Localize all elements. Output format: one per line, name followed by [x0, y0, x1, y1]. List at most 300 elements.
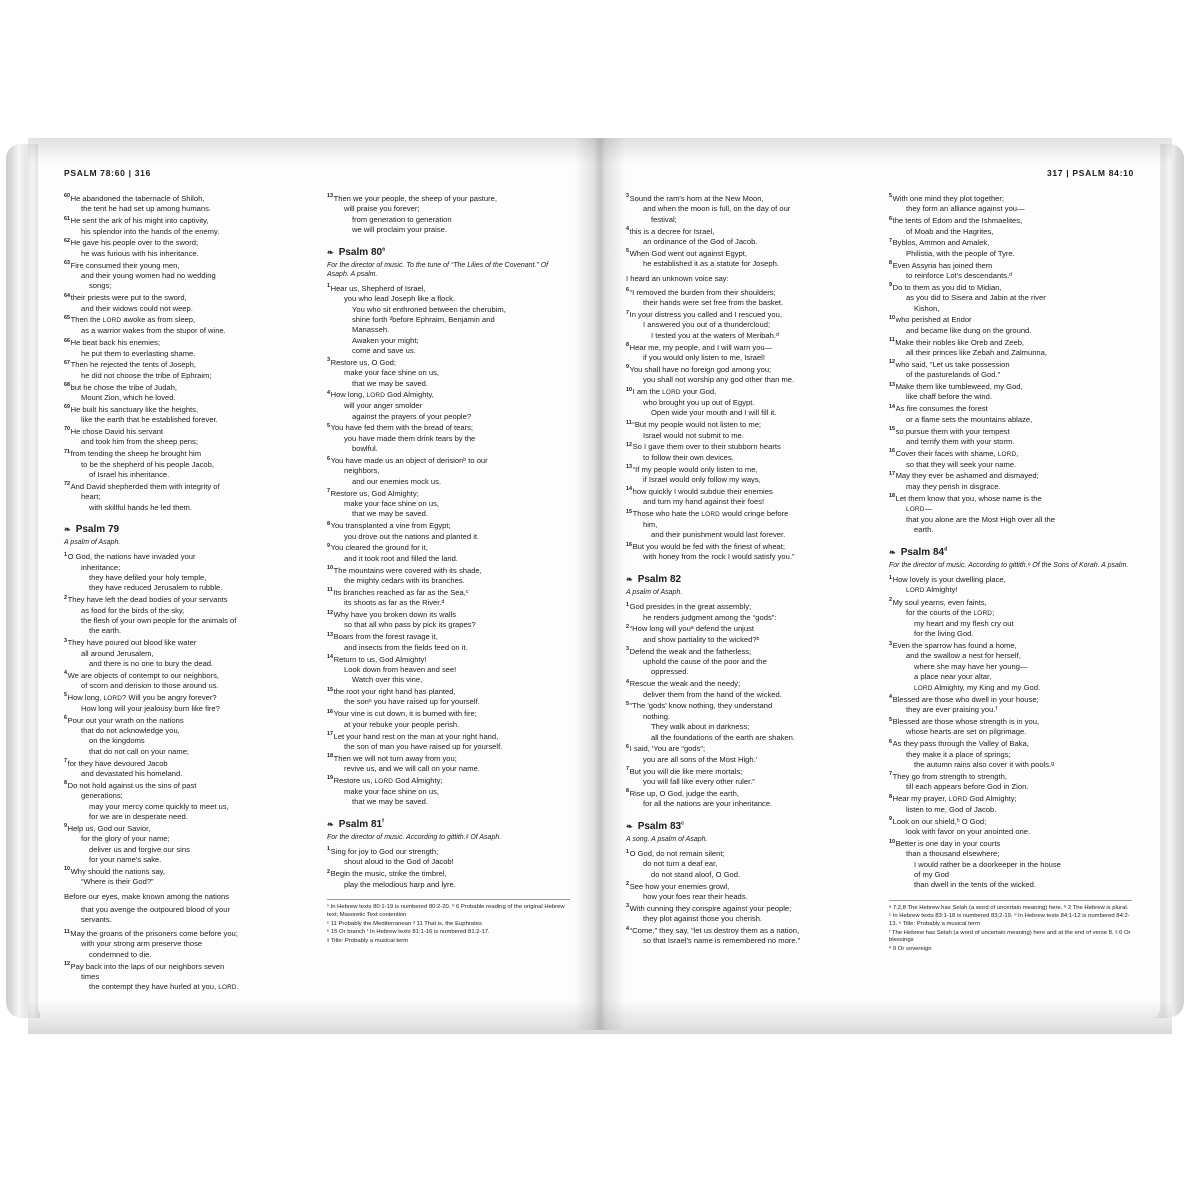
verse-first-line: $^{14}$Return to us, God Almighty!	[327, 654, 427, 664]
verse-number: 67	[64, 359, 70, 366]
verse	[64, 638, 307, 669]
verse-first-line: $^{12}$So I gave them over to their stubborn hearts	[626, 441, 781, 452]
fleuron-icon: ❧	[626, 575, 633, 585]
verse	[327, 655, 570, 686]
verse-line: and it took root and filled the land.	[344, 553, 458, 563]
verse-line: uphold the cause of the poor and the	[643, 657, 767, 667]
verse-first-line: $^{13}$Then we your people, the sheep of your pasture,	[327, 193, 497, 203]
text-line: I heard an unknown voice say:	[626, 274, 729, 284]
footnote-item: ʰ 9 Or sovereign	[889, 945, 932, 952]
verse-line: do not stand aloof, O God.	[651, 869, 741, 879]
verse-first-line: $^6$Pour out your wrath on the nations	[64, 715, 184, 725]
verse-line: you shall not worship any god other than me.	[643, 375, 795, 385]
verse-number: 5	[64, 692, 67, 699]
verse-first-line: $^9$You shall have no foreign god among you;	[626, 364, 772, 374]
column-right-2	[889, 194, 1132, 994]
verse-line: where she may have her young—	[914, 661, 1028, 671]
verse-line: and our enemies mock us.	[352, 476, 442, 486]
psalm-heading	[327, 246, 570, 259]
verse-line: the autumn rains also cover it with pools.ᵍ	[914, 760, 1055, 770]
verse-first-line: $^{66}$He beat back his enemies;	[64, 337, 161, 348]
verse-number: 19	[327, 775, 333, 782]
verse	[889, 338, 1132, 358]
verse	[64, 867, 307, 887]
footnote-item: ¹ In Hebrew texts 80:1-19 is numbered 80:2-20. ᵇ 6 Probable reading of the original Hebrew text; Masoretic Text contention	[327, 904, 565, 919]
verse-number: 10	[889, 314, 895, 321]
verse	[889, 382, 1132, 402]
verse-line: for all the nations are your inheritance.	[643, 799, 773, 809]
verse	[626, 465, 869, 485]
verse-number: 62	[64, 237, 70, 244]
fleuron-icon: ❧	[889, 548, 896, 558]
psalm-heading	[889, 546, 1132, 559]
verse-first-line: $^{63}$Fire consumed their young men,	[64, 260, 180, 270]
verse	[626, 343, 869, 363]
verse-number: 3	[626, 646, 629, 653]
verse	[626, 744, 869, 764]
verse-first-line: $^{13}$Make them like tumbleweed, my God,	[889, 381, 1023, 392]
text-line: Before our eyes, make known among the nations	[64, 891, 230, 901]
verse-line: “Where is their God?”	[81, 877, 154, 887]
verse-line: Kishon,	[914, 303, 940, 313]
psalm-heading-label: Psalm 81$^f$	[338, 818, 384, 831]
verse-line: for we are in desperate need.	[89, 811, 188, 821]
verse-first-line: $^{16}$Cover their faces with shame, LORD,	[889, 448, 1019, 458]
verse-number: 13	[327, 631, 333, 638]
verse-line: You who sit enthroned between the cherubim,	[352, 304, 506, 314]
verse-line: you are all sons of the Most High.'	[643, 754, 758, 764]
verse-first-line: $^{14}$As fire consumes the forest	[889, 403, 988, 414]
verse	[626, 542, 869, 562]
column-left-2	[327, 194, 570, 994]
verse	[626, 310, 869, 341]
verse-number: 63	[64, 260, 70, 267]
verse-first-line: $^4$Blessed are those who dwell in your house;	[889, 694, 1039, 704]
verse-first-line: $^{12}$Why have you broken down its walls	[327, 609, 456, 620]
verse-number: 12	[626, 441, 632, 448]
verse	[889, 404, 1132, 424]
verse-number: 1	[327, 283, 330, 290]
verse	[64, 315, 307, 336]
verse	[889, 261, 1132, 281]
verse	[64, 216, 307, 236]
verse-line: if you would only listen to me, Israel!	[643, 353, 765, 363]
verse-line: so that all who pass by pick its grapes?	[344, 620, 476, 630]
verse-line: he established it as a statute for Joseph.	[643, 259, 779, 269]
verse-line: to reinforce Lot's descendants.ᵈ	[906, 271, 1013, 281]
verse-line: LORD Almighty, my King and my God.	[914, 682, 1041, 692]
verse-number: 13	[327, 193, 333, 200]
verse-line: I would rather be a doorkeeper in the house	[914, 859, 1061, 869]
verse-number: 7	[889, 237, 892, 244]
verse-number: 1	[889, 574, 892, 581]
verse-first-line: $^7$Restore us, God Almighty;	[327, 488, 419, 498]
verse-line: of Moab and the Hagrites,	[906, 226, 994, 236]
verse-first-line: $^1$God presides in the great assembly;	[626, 601, 752, 612]
verse	[327, 390, 570, 421]
prose-block	[626, 274, 869, 284]
verse-line: come and save us.	[352, 346, 416, 355]
verse-number: 6	[64, 715, 67, 722]
footnote-item: ᵍ Title: Probably a musical term	[327, 937, 409, 944]
verse-line: Awaken your might;	[352, 335, 419, 345]
verse-first-line: $^6$the tents of Edom and the Ishmaelites,	[889, 215, 1023, 226]
fleuron-icon: ❧	[64, 525, 71, 535]
verse-first-line: $^{10}$who perished at Endor	[889, 314, 972, 325]
verse-line: and became like dung on the ground.	[906, 325, 1032, 335]
verse-first-line: $^6$As they pass through the Valley of Baka,	[889, 738, 1029, 749]
verse-first-line: $^{11}$Its branches reached as far as the Sea,ᶜ	[327, 587, 469, 597]
verse	[64, 261, 307, 292]
verse-first-line: $^{15}$so pursue them with your tempest	[889, 426, 1010, 436]
verse-line: and show partiality to the wicked?ᵇ	[643, 634, 760, 644]
verse-number: 16	[327, 708, 333, 715]
running-head-left: PSALM 78:60 | 316	[64, 168, 152, 178]
verse-line: whose hearts are set on pilgrimage.	[906, 727, 1027, 737]
verse-first-line: $^7$They go from strength to strength,	[889, 771, 1007, 781]
verse-line: with your strong arm preserve those	[81, 939, 203, 949]
verse	[889, 772, 1132, 792]
verse	[626, 249, 869, 269]
verse	[64, 595, 307, 636]
verse-line: for your name's sake.	[89, 854, 162, 864]
verse-number: 12	[64, 961, 70, 968]
prose-block	[64, 892, 307, 925]
fleuron-icon: ❧	[327, 820, 334, 830]
verse-line: you will fall like every other ruler.”	[643, 777, 755, 786]
verse-first-line: $^1$O God, the nations have invaded your	[64, 551, 196, 562]
verse-line: do not turn a deaf ear,	[643, 859, 718, 869]
verse-number: 9	[626, 364, 629, 371]
verse	[626, 767, 869, 787]
verse-first-line: $^1$O God, do not remain silent;	[626, 848, 725, 859]
verse-number: 5	[889, 193, 892, 200]
verse-number: 7	[64, 758, 67, 765]
verse	[889, 216, 1132, 236]
verse-first-line: $^9$Look on our shield,ʰ O God;	[889, 816, 987, 826]
verse-line: how your foes rear their heads.	[643, 891, 748, 901]
verse-number: 3	[64, 637, 67, 644]
verse-number: 14	[327, 654, 333, 660]
verse	[327, 687, 570, 707]
psalm-superscription: A psalm of Asaph.	[64, 539, 121, 547]
verse-number: 5	[626, 700, 629, 707]
psalm-heading-label: Psalm 83$^c$	[637, 820, 684, 833]
psalm-heading	[327, 818, 570, 831]
verse-number: 60	[64, 193, 70, 200]
verse-number: 4	[626, 678, 629, 685]
verse-line: that you alone are the Most High over all the	[906, 514, 1056, 524]
verse-line: and there is no one to bury the dead.	[89, 658, 214, 668]
verse-line: oppressed.	[651, 667, 689, 677]
verse-first-line: $^7$In your distress you called and I rescued you,	[626, 309, 782, 320]
verse	[626, 227, 869, 247]
verse-line: Israel would not submit to me.	[643, 430, 744, 440]
verse-number: 8	[327, 520, 330, 527]
verse-line: and devastated his homeland.	[81, 769, 183, 778]
verse-first-line: $^{60}$He abandoned the tabernacle of Shiloh,	[64, 193, 205, 203]
verse-first-line: $^6$“I removed the burden from their shoulders;	[626, 287, 776, 297]
verse-line: nothing.	[643, 711, 671, 721]
verse-number: 15	[626, 508, 632, 515]
verse-line: all their princes like Zebah and Zalmunna,	[906, 348, 1047, 358]
verse-first-line: $^8$Rise up, O God, judge the earth,	[626, 788, 739, 798]
verse	[64, 449, 307, 480]
verse	[626, 849, 869, 880]
verse	[626, 647, 869, 678]
verse-line: I tested you at the waters of Meribah.ᵈ	[651, 330, 779, 340]
verse	[626, 904, 869, 924]
verse	[64, 194, 307, 214]
verse	[64, 693, 307, 714]
verse-line: times	[81, 971, 100, 981]
psalm-heading-label: Psalm 82	[637, 574, 682, 586]
verse	[889, 695, 1132, 715]
verse-first-line: $^1$How lovely is your dwelling place,	[889, 574, 1006, 585]
verse	[889, 739, 1132, 770]
verse-number: 11	[327, 587, 333, 594]
verse-line: may your mercy come quickly to meet us,	[89, 801, 229, 811]
verse-line: like chaff before the wind.	[906, 392, 992, 402]
verse-number: 8	[626, 788, 629, 795]
verse-line: They walk about in darkness;	[651, 722, 750, 732]
psalm-heading-label: Psalm 80$^a$	[338, 246, 385, 258]
verse-first-line: $^7$Byblos, Ammon and Amalek,	[889, 237, 990, 248]
verse-number: 70	[64, 426, 70, 433]
verse	[327, 869, 570, 889]
verse-number: 2	[626, 881, 629, 888]
psalm-superscription: A psalm of Asaph.	[626, 589, 683, 597]
verse-number: 10	[626, 386, 632, 393]
verse-line: to be the shepherd of his people Jacob,	[81, 459, 214, 469]
verse-first-line: $^{70}$He chose David his servant	[64, 426, 164, 437]
verse	[889, 817, 1132, 837]
verse-number: 7	[889, 771, 892, 778]
verse	[626, 387, 869, 418]
verse-line: that we may be saved.	[352, 797, 428, 807]
psalm-superscription: A song. A psalm of Asaph.	[626, 836, 708, 844]
verse	[889, 471, 1132, 491]
verse-line: of my God	[914, 870, 950, 880]
verse	[64, 781, 307, 822]
verse-line: its shoots as far as the River.ᵈ	[344, 598, 445, 608]
verse	[626, 509, 869, 540]
verse-first-line: $^6$I said, 'You are “gods”;	[626, 743, 706, 754]
verse-number: 6	[889, 215, 892, 222]
verse-first-line: $^{16}$But you would be fed with the finest of wheat;	[626, 541, 785, 552]
verse-number: 13	[626, 464, 632, 471]
verse-number: 8	[626, 342, 629, 349]
footnotes	[889, 900, 1132, 953]
verse-line: like the earth that he established forever.	[81, 415, 218, 425]
verse-line: he was furious with his inheritance.	[81, 248, 199, 258]
verse-first-line: $^{11}$“But my people would not listen to me;	[626, 419, 762, 430]
verse-number: 4	[626, 925, 629, 932]
verse-number: 3	[626, 903, 629, 910]
verse-line: to follow their own devices.	[643, 452, 734, 462]
verse-first-line: $^1$Sing for joy to God our strength;	[327, 846, 439, 856]
verse	[327, 709, 570, 729]
verse-line: and when the moon is full, on the day of our	[643, 204, 791, 214]
verse-line: may they perish in disgrace.	[906, 481, 1001, 491]
verse	[64, 716, 307, 757]
verse-number: 1	[626, 848, 629, 855]
verse-first-line: $^{18}$Let them know that you, whose name is the	[889, 493, 1042, 503]
verse	[626, 487, 869, 507]
verse-line: Watch over this vine,	[352, 675, 423, 685]
verse-number: 18	[889, 493, 895, 500]
verse	[889, 360, 1132, 380]
verse-first-line: $^{68}$but he chose the tribe of Judah,	[64, 382, 177, 392]
verse-first-line: $^2$They have left the dead bodies of your servants	[64, 594, 228, 605]
verse-number: 10	[889, 838, 895, 845]
verse-line: Manasseh.	[352, 325, 390, 335]
verse-number: 10	[327, 565, 333, 572]
verse-line: at your rebuke your people perish.	[344, 719, 460, 729]
verse-number: 17	[327, 731, 333, 738]
verse-first-line: $^4$this is a decree for Israel,	[626, 226, 715, 236]
verse	[64, 759, 307, 779]
verse-first-line: $^{12}$who said, “Let us take possession	[889, 359, 1010, 369]
verse-line: my heart and my flesh cry out	[914, 618, 1014, 628]
verse-first-line: $^{13}$“If my people would only listen to me,	[626, 464, 758, 474]
text-line: servants.	[81, 915, 112, 925]
verse-first-line: $^4$Rescue the weak and the needy;	[626, 678, 741, 689]
verse-line: neighbors,	[344, 466, 380, 476]
verse	[327, 566, 570, 586]
verse-line: and terrify them with your storm.	[906, 436, 1015, 446]
verse	[327, 732, 570, 752]
verse-line: that do not call on your name;	[89, 746, 190, 756]
verse	[64, 962, 307, 993]
verse-first-line: $^{69}$He built his sanctuary like the heights,	[64, 404, 199, 414]
verse	[64, 405, 307, 425]
verse-first-line: $^{11}$May the groans of the prisoners come before you;	[64, 928, 238, 939]
footnote-item: ᶠ The Hebrew has Selah (a word of uncertain meaning) here and at the end of verse 8. ᵍ 6 Or blessings	[889, 929, 1131, 944]
verse-line: so that Israel's name is remembered no more.”	[643, 936, 801, 946]
verse-number: 6	[327, 455, 330, 462]
verse-line: the sonᵉ you have raised up for yourself.	[344, 697, 480, 707]
verse-line: and insects from the fields feed on it.	[344, 642, 468, 652]
verse-line: as a warrior wakes from the stupor of wine.	[81, 326, 226, 336]
verse-number: 5	[626, 248, 629, 255]
verse-number: 7	[327, 488, 330, 495]
verse-line: I answered you out of a thundercloud;	[643, 320, 771, 330]
verse-line: the son of man you have raised up for yourself.	[344, 741, 503, 751]
verse-first-line: $^8$Even Assyria has joined them	[889, 260, 993, 270]
verse	[64, 552, 307, 593]
verse	[64, 338, 307, 358]
verse-first-line: $^{72}$And David shepherded them with integrity of	[64, 481, 220, 491]
verse-number: 18	[327, 753, 333, 760]
verse-first-line: $^1$Hear us, Shepherd of Israel,	[327, 283, 426, 293]
verse-number: 2	[327, 868, 330, 875]
verse-line: of scorn and derision to those around us.	[81, 681, 219, 691]
verse-line: make your face shine on us,	[344, 499, 439, 508]
verse-line: of the pasturelands of God.”	[906, 370, 1001, 380]
fleuron-icon: ❧	[626, 822, 633, 832]
verse-line: generations;	[81, 791, 123, 801]
verse-first-line: $^2$My soul yearns, even faints,	[889, 597, 987, 607]
verse-line: Mount Zion, which he loved.	[81, 392, 176, 402]
footnote-item: ᵉ 15 Or branch ᶠ In Hebrew texts 81:1-16 is numbered 81:2-17.	[327, 929, 490, 936]
verse-first-line: $^5$When God went out against Egypt,	[626, 248, 747, 258]
verse-number: 14	[626, 486, 632, 493]
verse-first-line: $^5$With one mind they plot together;	[889, 193, 1005, 203]
verse	[889, 494, 1132, 535]
verse-first-line: $^{61}$He sent the ark of his might into captivity,	[64, 215, 209, 226]
verse-first-line: $^8$Hear my prayer, LORD God Almighty;	[889, 793, 1017, 804]
verse-line: listen to me, God of Jacob.	[906, 804, 997, 814]
verse-first-line: $^{64}$their priests were put to the sword,	[64, 292, 187, 303]
verse-line: he renders judgment among the “gods”:	[643, 612, 777, 622]
page-edge-left	[6, 144, 40, 1018]
verse-line: make your face shine on us,	[344, 368, 439, 378]
verse-number: 8	[889, 793, 892, 800]
verse	[626, 789, 869, 809]
verse-number: 71	[64, 448, 70, 455]
verse	[889, 427, 1132, 447]
verse-first-line: $^{11}$Make their nobles like Oreb and Zeeb,	[889, 337, 1025, 347]
verse	[64, 383, 307, 403]
verse	[327, 284, 570, 356]
verse-line: they form an alliance against you—	[906, 204, 1025, 214]
footnote-item: ᶜ 11 Probably the Mediterranean ᵈ 11 That is, the Euphrates	[327, 920, 482, 927]
verse-number: 3	[626, 193, 629, 200]
verse-line: for the glory of your name;	[81, 834, 170, 844]
verse-number: 13	[889, 381, 895, 388]
column-right-1	[626, 194, 869, 994]
verse-number: 6	[626, 743, 629, 750]
verse-number: 3	[327, 357, 330, 364]
verse-number: 5	[889, 716, 892, 723]
verse-first-line: $^{12}$Pay back into the laps of our neighbors seven	[64, 961, 225, 971]
verse	[889, 794, 1132, 815]
verse-line: you drove out the nations and planted it.	[344, 531, 480, 541]
verse	[626, 420, 869, 440]
verse-line: songs;	[89, 281, 112, 291]
verse	[327, 489, 570, 520]
verse-line: deliver us and forgive our sins	[89, 844, 190, 854]
verse-number: 9	[64, 823, 67, 830]
verse-line: LORD—	[906, 504, 933, 514]
verse	[64, 238, 307, 258]
verse-line: they plot against those you cherish.	[643, 914, 763, 924]
verse-line: they are ever praising you.ᶠ	[906, 705, 998, 715]
footnotes	[327, 899, 570, 945]
verse	[889, 839, 1132, 890]
psalm-heading	[626, 820, 869, 833]
psalm-heading	[64, 523, 307, 536]
verse-line: as food for the birds of the sky,	[81, 605, 185, 615]
verse-line: you have made them drink tears by the	[344, 433, 476, 443]
verse-first-line: $^5$How long, LORD? Will you be angry forever?	[64, 692, 217, 703]
verse-first-line: $^5$Blessed are those whose strength is in you,	[889, 716, 1040, 727]
verse	[64, 360, 307, 380]
psalm-superscription: For the director of music. According to gittith.ᵉ Of the Sons of Korah. A psalm.	[889, 562, 1129, 570]
verse-first-line: $^{10}$Better is one day in your courts	[889, 838, 1001, 849]
verse-first-line: $^8$You transplanted a vine from Egypt;	[327, 520, 451, 531]
verse-first-line: $^3$Restore us, O God;	[327, 357, 397, 367]
verse-first-line: $^9$Help us, God our Savior,	[64, 823, 151, 833]
verse-number: 1	[327, 846, 330, 853]
verse-number: 4	[64, 670, 67, 677]
verse-line: inheritance;	[81, 562, 121, 572]
verse-number: 7	[626, 309, 629, 316]
verse-first-line: $^2$See how your enemies growl,	[626, 881, 730, 891]
verse-line: that we may be saved.	[352, 378, 428, 388]
verse-line: he did not choose the tribe of Ephraim;	[81, 370, 212, 380]
